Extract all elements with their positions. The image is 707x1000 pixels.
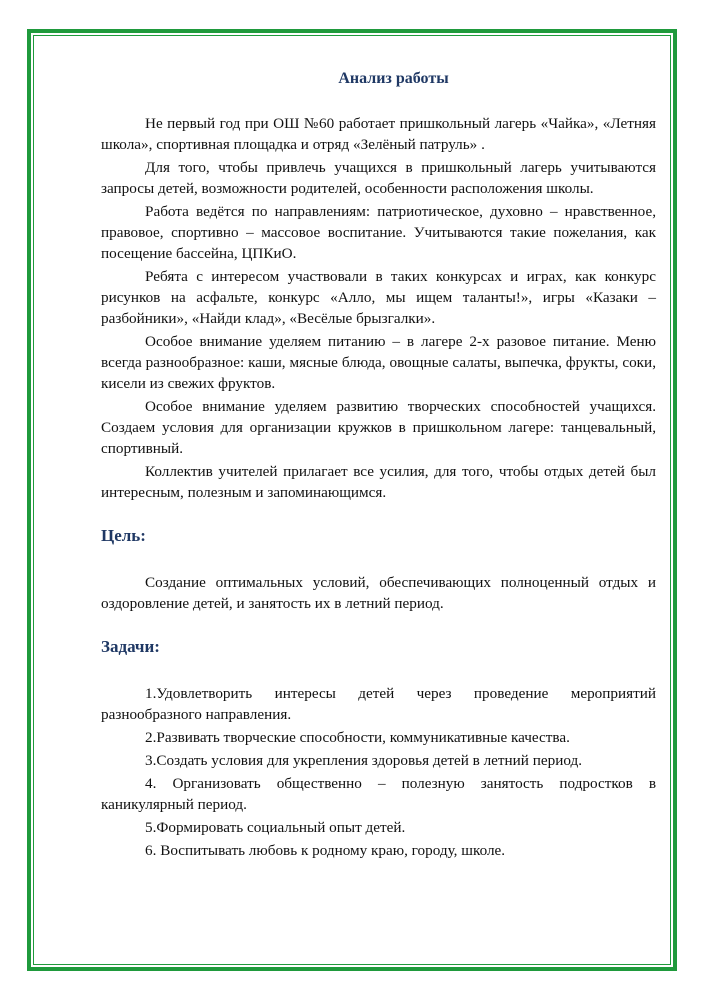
analysis-paragraph: Коллектив учителей прилагает все усилия, для того, чтобы отдых детей был интересным, полезным и запоминающимся. xyxy=(101,463,656,501)
document-body xyxy=(101,68,656,863)
task-item: 1.Удовлетворить интересы детей через проведение мероприятий разнообразного направления. xyxy=(101,685,656,723)
analysis-paragraph: Работа ведётся по направлениям: патриотическое, духовно – нравственное, правовое, спортивно – массовое воспитание. Учитываются такие пожелания, как посещение бассейна, ЦПКиО. xyxy=(101,203,656,262)
analysis-section xyxy=(101,113,656,503)
analysis-paragraph: Не первый год при ОШ №60 работает пришкольный лагерь «Чайка», «Летняя школа», спортивная площадка и отряд «Зелёный патруль» . xyxy=(101,115,656,153)
goal-heading: Цель: xyxy=(101,526,146,545)
analysis-paragraph: Особое внимание уделяем развитию творческих способностей учащихся. Создаем условия для организации кружков в пришкольном лагере: танцевальный, спортивный. xyxy=(101,398,656,457)
tasks-heading: Задачи: xyxy=(101,637,160,656)
goal-text: Создание оптимальных условий, обеспечивающих полноценный отдых и оздоровление детей, и занятость их в летний период. xyxy=(101,574,656,612)
task-item: 5.Формировать социальный опыт детей. xyxy=(145,819,406,836)
analysis-paragraph: Ребята с интересом участвовали в таких конкурсах и играх, как конкурс рисунков на асфальте, конкурс «Алло, мы ищем таланты!», игры «Казаки – разбойники», «Найди клад», «Весёлые брызгалки». xyxy=(101,268,656,327)
analysis-paragraph: Особое внимание уделяем питанию – в лагере 2-х разовое питание. Меню всегда разнообразное: каши, мясные блюда, овощные салаты, выпечка, фрукты, соки, кисели из свежих фруктов. xyxy=(101,333,656,392)
task-item: 3.Создать условия для укрепления здоровья детей в летний период. xyxy=(145,752,583,769)
analysis-paragraph: Для того, чтобы привлечь учащихся в пришкольный лагерь учитываются запросы детей, возможности родителей, особенности расположения школы. xyxy=(101,159,656,197)
document-title: Анализ работы xyxy=(338,70,449,87)
tasks-list xyxy=(101,683,656,861)
task-item: 2.Развивать творческие способности, коммуникативные качества. xyxy=(145,729,570,746)
task-item: 4. Организовать общественно – полезную занятость подростков в каникулярный период. xyxy=(101,775,656,813)
task-item: 6. Воспитывать любовь к родному краю, городу, школе. xyxy=(145,842,506,859)
